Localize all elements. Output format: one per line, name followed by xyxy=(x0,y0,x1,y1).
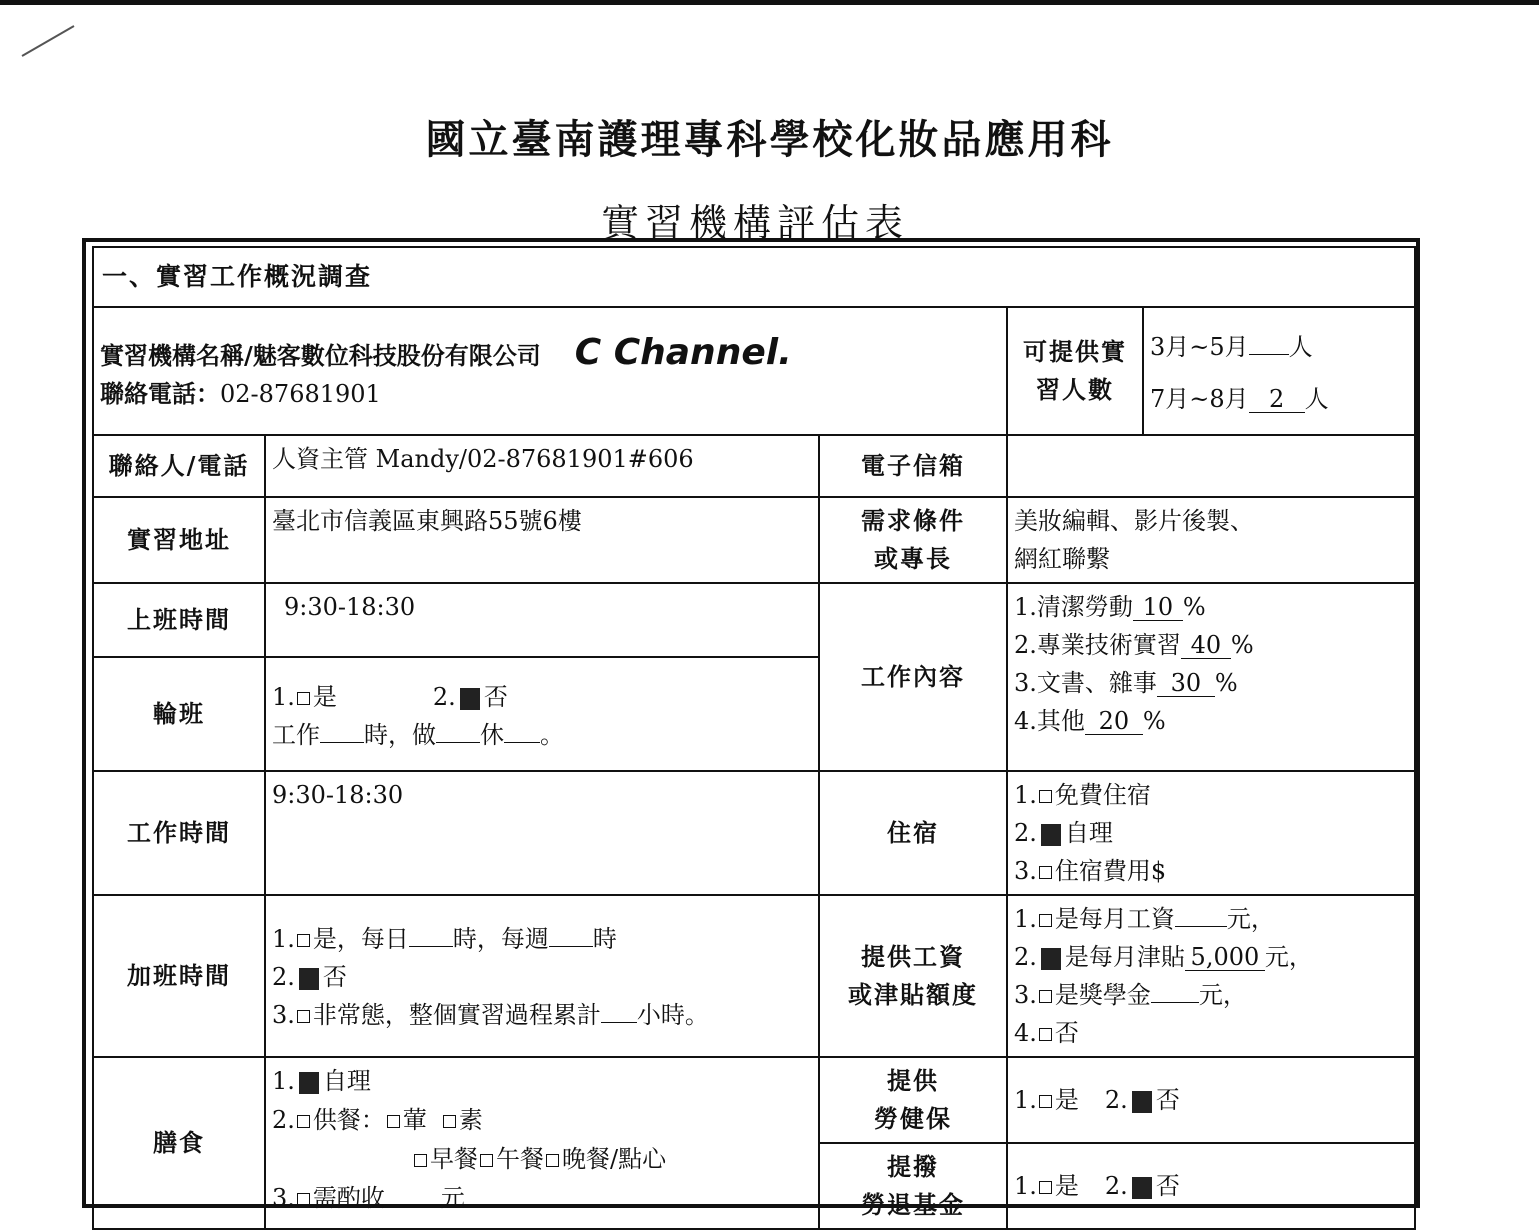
checkbox-icon xyxy=(480,1154,493,1167)
checked-box-icon xyxy=(1132,1091,1152,1113)
job-content-item: 4.其他 20 % xyxy=(1014,707,1166,735)
capacity-row-summer xyxy=(1144,372,1414,418)
job-content-item: 2.專業技術實習 40 % xyxy=(1014,631,1254,659)
org-info-cell xyxy=(93,307,1007,435)
capacity-label xyxy=(1007,307,1143,435)
job-content-item: 1.清潔勞動 10 % xyxy=(1014,593,1206,621)
scan-mark xyxy=(22,25,75,57)
capacity-label-line2: 習人數 xyxy=(1036,375,1114,404)
shift-label: 輪班 xyxy=(93,657,265,771)
scan-top-edge xyxy=(0,0,1539,5)
shift-opt2-num: 2. xyxy=(432,683,456,711)
shift-opt1-text: 是 xyxy=(312,683,337,711)
pension-label xyxy=(819,1143,1007,1229)
org-phone-label: 聯絡電話： xyxy=(100,379,220,408)
checkbox-icon xyxy=(546,1154,559,1167)
requirement-line1: 美妝編輯、影片後製、 xyxy=(1014,507,1254,535)
form-body xyxy=(92,246,1414,1230)
checkbox-icon xyxy=(297,692,310,705)
requirement-line2: 網紅聯繫 xyxy=(1014,545,1110,573)
checkbox-icon xyxy=(1039,1095,1052,1108)
checkbox-icon xyxy=(297,1010,310,1023)
contact-label: 聯絡人/電話 xyxy=(93,435,265,497)
contact-value: 人資主管 Mandy/02-87681901#606 xyxy=(265,435,819,497)
checkbox-icon xyxy=(1039,914,1052,927)
checked-box-icon xyxy=(1041,948,1061,970)
meal-options: 1. 自理 2. 供餐： 葷 素 早餐 午餐 晚餐/點心 3. 需酌收 元 xyxy=(265,1057,819,1229)
email-value xyxy=(1007,435,1415,497)
pay-label xyxy=(819,895,1007,1057)
shift-options: 1. 是 2. 否 工作 時，做 休 。 xyxy=(265,657,819,771)
checked-box-icon xyxy=(1132,1177,1152,1199)
checkbox-icon xyxy=(443,1115,456,1128)
checkbox-icon xyxy=(297,1115,310,1128)
overtime-options: 1. 是，每日 時，每週 時 2. 否 3. 非常態，整個實習過程累計 小時。 xyxy=(265,895,819,1057)
email-label: 電子信箱 xyxy=(819,435,1007,497)
work-time-value: 9:30-18:30 xyxy=(265,771,819,895)
allowance-amount: 5,000 xyxy=(1185,944,1265,971)
lodging-label: 住宿 xyxy=(819,771,1007,895)
pay-label-line2: 或津貼額度 xyxy=(848,980,978,1009)
org-name-value: 魅客數位科技股份有限公司 xyxy=(252,341,541,370)
capacity-values xyxy=(1143,307,1415,435)
checked-box-icon xyxy=(299,1072,319,1094)
requirement-label-line2: 或專長 xyxy=(874,544,952,573)
work-time-label: 工作時間 xyxy=(93,771,265,895)
capacity-value-2: 2 xyxy=(1249,386,1305,413)
checkbox-icon xyxy=(1039,1181,1052,1194)
checkbox-icon xyxy=(414,1154,427,1167)
meal-label: 膳食 xyxy=(93,1057,265,1229)
org-handwritten-note: C Channel. xyxy=(574,332,792,373)
checkbox-icon xyxy=(387,1115,400,1128)
capacity-value-1 xyxy=(1249,354,1289,355)
job-content-item: 3.文書、雜事 30 % xyxy=(1014,669,1238,697)
checkbox-icon xyxy=(1039,1028,1052,1041)
capacity-label-line1: 可提供實 xyxy=(1023,337,1127,366)
job-content-list xyxy=(1007,583,1415,771)
work-hours-value: 9:30-18:30 xyxy=(265,583,819,657)
school-title: 國立臺南護理專科學校化妝品應用科 xyxy=(425,116,1114,163)
address-value: 臺北市信義區東興路55號6樓 xyxy=(265,497,819,583)
insurance-label-line1: 提供 xyxy=(887,1066,939,1095)
capacity-unit-2: 人 xyxy=(1304,385,1329,413)
checkbox-icon xyxy=(297,934,310,947)
job-content-label: 工作內容 xyxy=(819,583,1007,771)
lodging-options: 1. 免費住宿 2. 自理 3. 住宿費用$ xyxy=(1007,771,1415,895)
insurance-label-line2: 勞健保 xyxy=(874,1104,952,1133)
insurance-options: 1. 是 2. 否 xyxy=(1007,1057,1415,1143)
form-title: 實習機構評估表 xyxy=(600,201,909,245)
org-name-label: 實習機構名稱/ xyxy=(100,341,253,370)
requirement-label-line1: 需求條件 xyxy=(861,506,965,535)
pension-options: 1. 是 2. 否 xyxy=(1007,1143,1415,1229)
section-title: 一、實習工作概況調查 xyxy=(93,247,1415,307)
capacity-period-1: 3月~5月 xyxy=(1150,333,1249,361)
overtime-label: 加班時間 xyxy=(93,895,265,1057)
shift-opt1-num: 1. xyxy=(272,683,295,711)
pay-options: 1. 是每月工資 元， 2. 是每月津貼 5,000 元， 3. 是獎學金 元， 4. 否 xyxy=(1007,895,1415,1057)
checkbox-icon xyxy=(1039,866,1052,879)
capacity-unit-1: 人 xyxy=(1288,333,1313,361)
checked-box-icon xyxy=(1041,824,1061,846)
checked-box-icon xyxy=(460,688,480,710)
checkbox-icon xyxy=(1039,990,1052,1003)
shift-opt2-text: 否 xyxy=(483,683,508,711)
requirement-label xyxy=(819,497,1007,583)
evaluation-table xyxy=(92,246,1416,1230)
checkbox-icon xyxy=(1039,790,1052,803)
org-phone-value: 02-87681901 xyxy=(220,380,381,408)
insurance-label xyxy=(819,1057,1007,1143)
address-label: 實習地址 xyxy=(93,497,265,583)
pension-label-line2: 勞退基金 xyxy=(861,1190,965,1219)
requirement-value xyxy=(1007,497,1415,583)
work-hours-label: 上班時間 xyxy=(93,583,265,657)
capacity-period-2: 7月~8月 xyxy=(1150,385,1249,413)
pay-label-line1: 提供工資 xyxy=(861,942,965,971)
checked-box-icon xyxy=(299,968,319,990)
capacity-row-spring xyxy=(1144,308,1414,372)
pension-label-line1: 提撥 xyxy=(887,1152,939,1181)
